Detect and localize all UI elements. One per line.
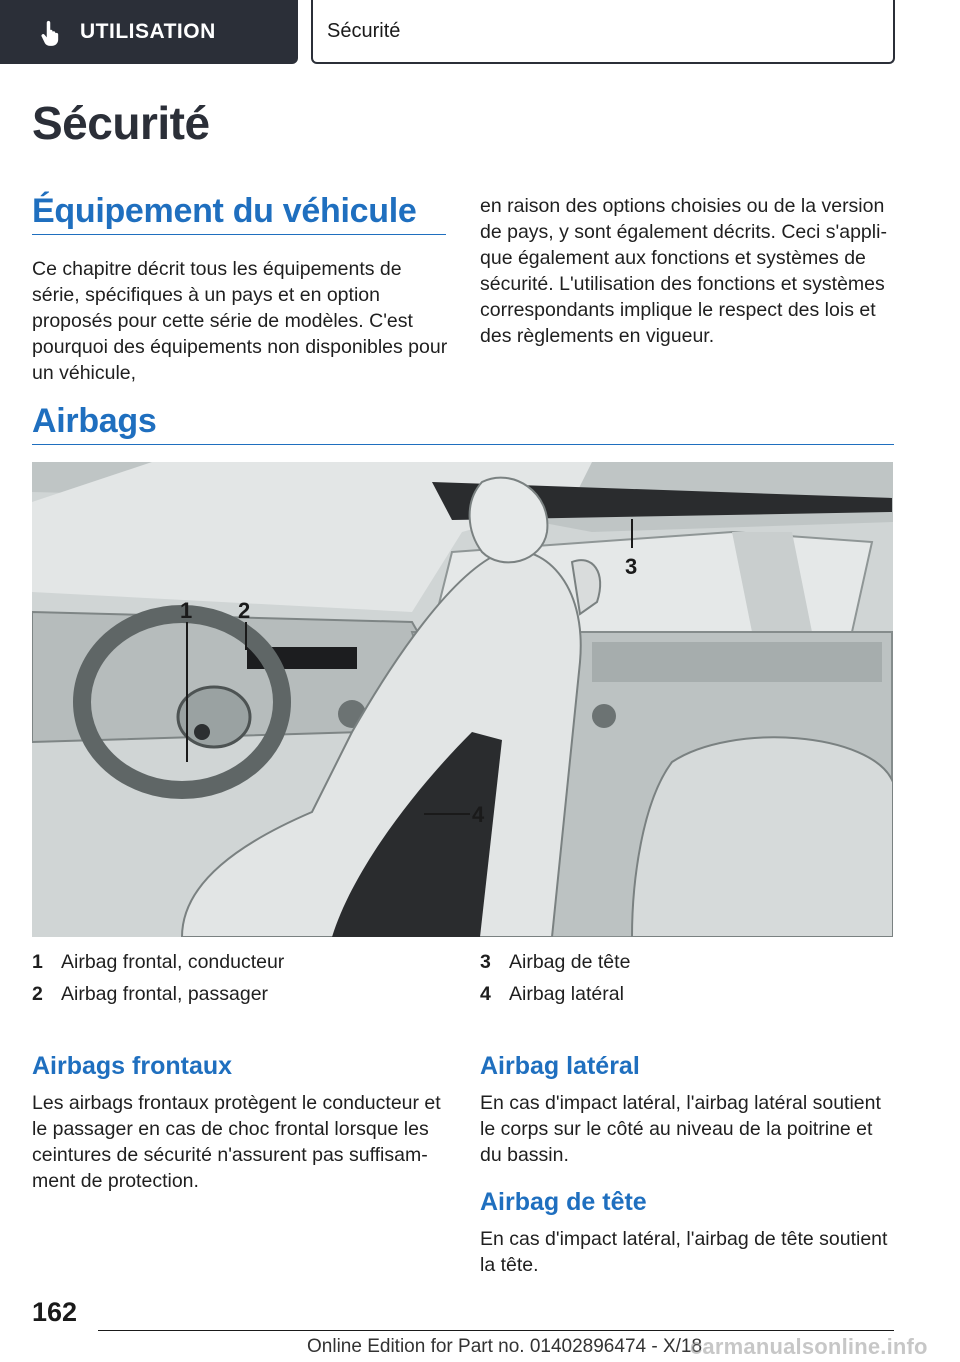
watermark[interactable]: carmanualsonline.info xyxy=(690,1334,928,1359)
side-airbag-heading: Airbag latéral xyxy=(480,1052,640,1080)
callout-1: 1 xyxy=(180,598,193,623)
footer-rule xyxy=(98,1330,894,1331)
airbags-heading: Airbags xyxy=(32,402,157,440)
legend-number: 4 xyxy=(480,983,491,1005)
side-airbag-text: En cas d'impact latéral, l'airbag latéral soutient le corps sur le côté au niveau de la poitrine et du bassin. xyxy=(480,1092,881,1166)
chapter-tab[interactable] xyxy=(311,0,895,64)
vehicle-equipment-text-col1: Ce chapitre décrit tous les équipements de série, spécifiques à un pays et en option proposés pour cette série de modèles. C'est pourquoi des équipements non disponibles pour un véhicule, xyxy=(32,258,448,384)
chapter-label: Sécurité xyxy=(327,19,401,42)
legend-item xyxy=(480,950,630,974)
vehicle-equipment-text-col2: en raison des options choisies ou de la version de pays, y sont également décrits. Ceci s'applique également aux fonctions et systèmes de sécurité. L'utilisation des fonctions et systèmes correspondants implique le respect des lois et des règlements en vigueur. xyxy=(480,195,887,347)
legend-item xyxy=(32,950,284,974)
vehicle-equipment-heading: Équipement du véhicule xyxy=(32,192,417,230)
legend-label: Airbag frontal, conducteur xyxy=(61,951,285,973)
head-airbag-heading: Airbag de tête xyxy=(480,1188,647,1216)
edition-text: Online Edition for Part no. 01402896474 - X/18 xyxy=(307,1336,703,1357)
front-airbags-heading: Airbags frontaux xyxy=(32,1052,233,1080)
legend-label: Airbag frontal, passager xyxy=(61,983,269,1005)
section-label: UTILISATION xyxy=(80,20,216,43)
callout-2: 2 xyxy=(238,598,251,623)
legend-label: Airbag latéral xyxy=(509,983,624,1005)
front-airbags-text: Les airbags frontaux protègent le conducteur et le passager en cas de choc frontal lorsque les ceintures de sécurité n'assurent pas suffisamment de protection. xyxy=(32,1092,441,1192)
callout-3: 3 xyxy=(625,554,638,579)
legend-label: Airbag de tête xyxy=(509,951,631,973)
airbags-heading-rule xyxy=(32,444,894,445)
airbags-illustration xyxy=(32,462,893,937)
heading-rule xyxy=(32,234,446,235)
callout-4: 4 xyxy=(472,802,485,827)
legend-number: 3 xyxy=(480,951,491,973)
legend-number: 2 xyxy=(32,983,43,1005)
legend-number: 1 xyxy=(32,951,43,973)
legend-item xyxy=(480,982,624,1006)
page-number: 162 xyxy=(32,1297,78,1327)
legend-item xyxy=(32,982,268,1006)
hand-pointer-icon xyxy=(38,18,66,46)
head-airbag-text: En cas d'impact latéral, l'airbag de tête soutient la tête. xyxy=(480,1228,888,1276)
page-title: Sécurité xyxy=(32,97,210,149)
car-interior-drawing xyxy=(32,462,893,937)
section-tab[interactable] xyxy=(0,0,298,64)
